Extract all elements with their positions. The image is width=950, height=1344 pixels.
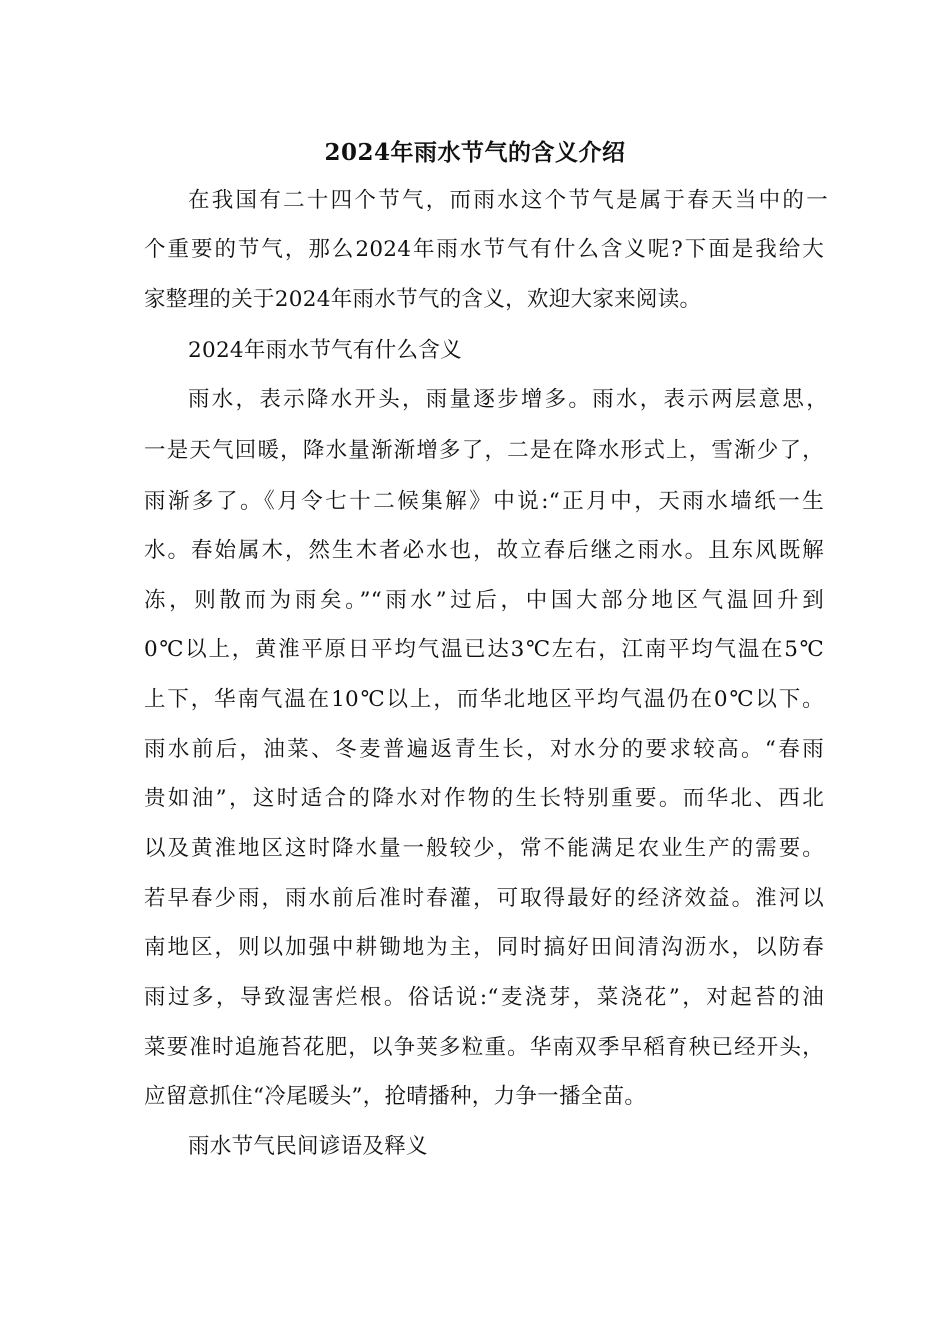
body-line: 冻，则散而为雨矣。”“雨水”过后，中国大部分地区气温回升到 [144,588,824,613]
body-line: 以及黄淮地区这时降水量一般较少，常不能满足农业生产的需要。 [144,836,824,861]
intro-line: 个重要的节气，那么2024年雨水节气有什么含义呢?下面是我给大 [144,237,824,262]
body-line: 菜要准时追施苔花肥，以争荚多粒重。华南双季早稻育秧已经开头， [144,1035,824,1060]
body-line: 水。春始属木，然生木者必水也，故立春后继之雨水。且东风既解 [144,538,824,563]
section-heading: 雨水节气民间谚语及释义 [188,1134,428,1159]
section-heading: 2024年雨水节气有什么含义 [188,338,462,363]
intro-line: 家整理的关于2024年雨水节气的含义，欢迎大家来阅读。 [144,287,702,312]
body-line: 贵如油”，这时适合的降水对作物的生长特别重要。而华北、西北 [144,786,824,811]
body-line: 雨渐多了。《月令七十二候集解》中说:“正月中，天雨水墙纸一生 [144,489,824,514]
document-title: 2024年雨水节气的含义介绍 [324,139,626,166]
body-line: 0℃以上，黄淮平原日平均气温已达3℃左右，江南平均气温在5℃ [144,637,824,662]
body-line: 南地区，则以加强中耕锄地为主，同时搞好田间清沟沥水，以防春 [144,935,824,960]
body-line: 雨水前后，油菜、冬麦普遍返青生长，对水分的要求较高。“春雨 [144,737,824,762]
body-line: 雨过多，导致湿害烂根。俗话说:“麦浇芽，菜浇花”，对起苔的油 [144,985,824,1010]
body-line: 雨水，表示降水开头，雨量逐步增多。雨水，表示两层意思， [188,387,828,412]
intro-line: 在我国有二十四个节气，而雨水这个节气是属于春天当中的一 [188,188,828,213]
body-line: 一是天气回暖，降水量渐渐增多了，二是在降水形式上，雪渐少了， [144,438,824,463]
body-line: 若早春少雨，雨水前后准时春灌，可取得最好的经济效益。淮河以 [144,886,824,911]
body-line: 上下，华南气温在10℃以上，而华北地区平均气温仍在0℃以下。 [144,687,824,712]
body-line: 应留意抓住“冷尾暖头”，抢晴播种，力争一播全苗。 [144,1084,647,1109]
